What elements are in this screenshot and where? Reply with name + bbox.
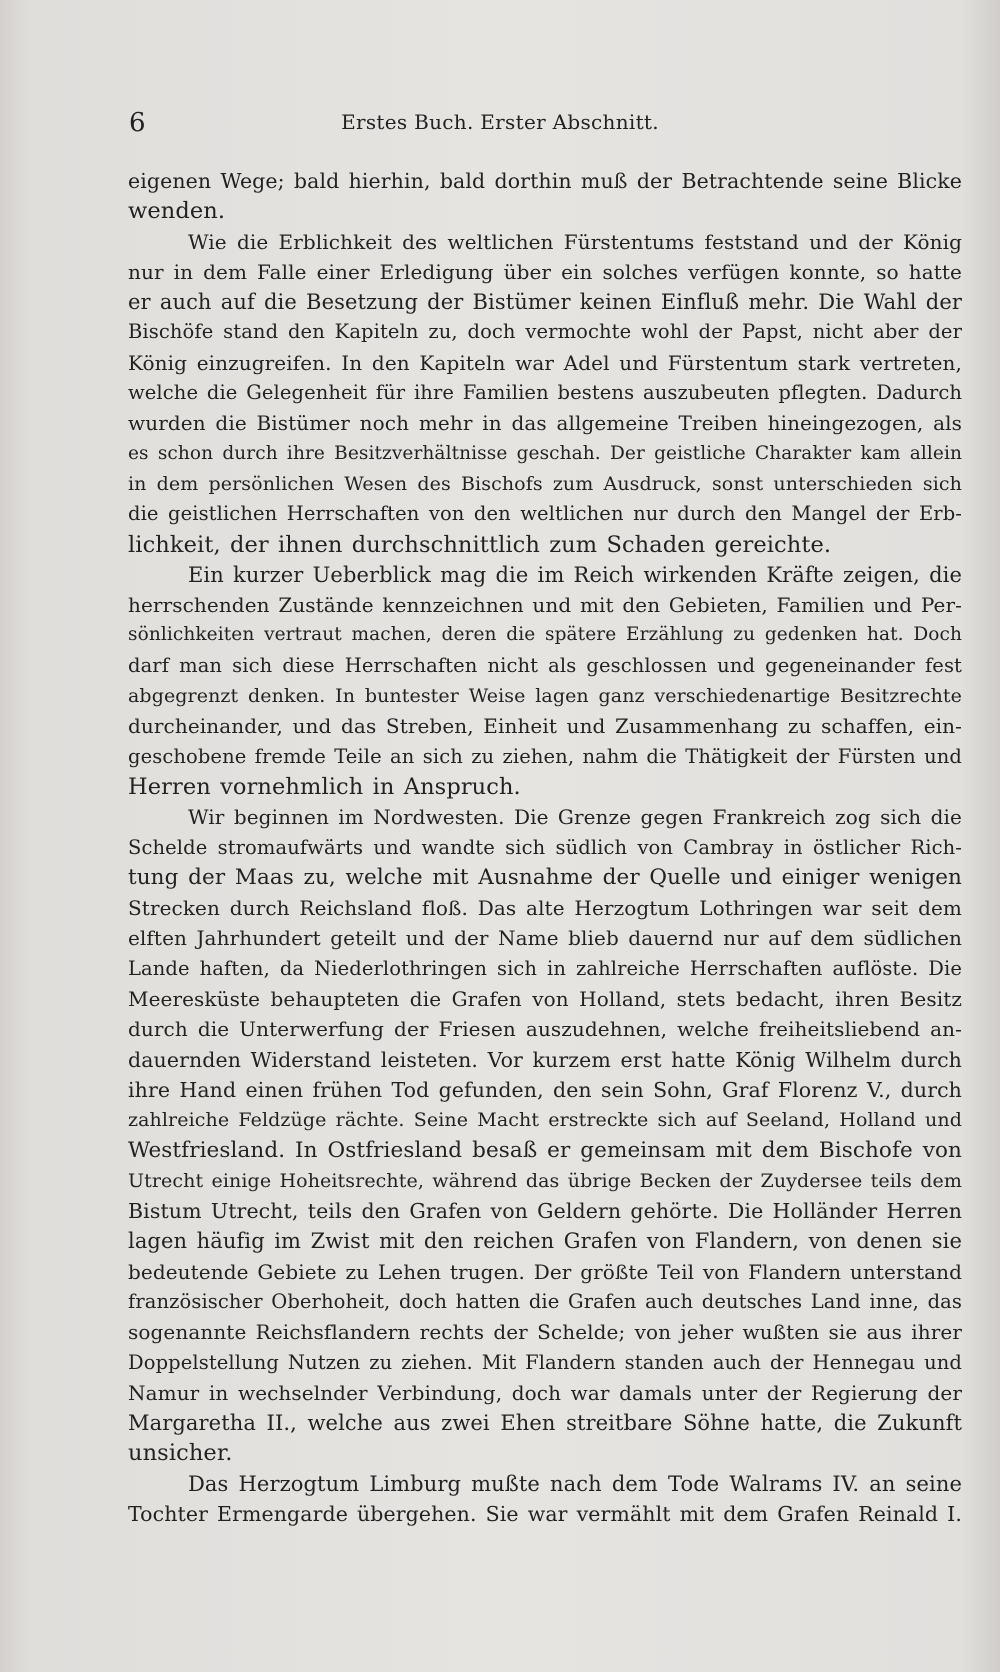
text-line: bedeutende Gebiete zu Lehen trugen. Der größte Teil von Flandern unterstand — [128, 1259, 962, 1284]
text-line: durch die Unterwerfung der Friesen auszudehnen, welche freiheitsliebend an- — [128, 1017, 962, 1042]
text-line: unsicher. — [128, 1440, 233, 1467]
text-line: Margaretha II., welche aus zwei Ehen streitbare Söhne hatte, die Zukunft — [128, 1411, 962, 1436]
running-title: Erstes Buch. Erster Abschnitt. — [341, 110, 659, 134]
body-text — [128, 166, 962, 1529]
text-line: Tochter Ermengarde übergehen. Sie war vermählt mit dem Grafen Reinald I. — [128, 1502, 962, 1527]
text-line: in dem persönlichen Wesen des Bischofs zum Ausdruck, sonst unterschieden sich — [128, 472, 962, 495]
text-line: wurden die Bistümer noch mehr in das allgemeine Treiben hineingezogen, als — [128, 411, 962, 436]
text-line: durcheinander, und das Streben, Einheit und Zusammenhang zu schaffen, ein- — [128, 714, 962, 739]
text-line: Namur in wechselnder Verbindung, doch war damals unter der Regierung der — [128, 1380, 962, 1405]
text-line: Wir beginnen im Nordwesten. Die Grenze gegen Frankreich zog sich die — [188, 805, 962, 830]
text-line: Meeresküste behaupteten die Grafen von Holland, stets bedacht, ihren Besitz — [128, 987, 962, 1012]
text-line: sogenannte Reichsflandern rechts der Schelde; von jeher wußten sie aus ihrer — [128, 1320, 962, 1345]
text-line: zahlreiche Feldzüge rächte. Seine Macht erstreckte sich auf Seeland, Holland und — [128, 1109, 962, 1132]
text-line: französischer Oberhoheit, doch hatten die Grafen auch deutsches Land inne, das — [128, 1289, 962, 1313]
text-line: Wie die Erblichkeit des weltlichen Fürstentums feststand und der König — [188, 229, 962, 254]
text-line: lichkeit, der ihnen durchschnittlich zum Schaden gereichte. — [128, 531, 832, 558]
text-line: Ein kurzer Ueberblick mag die im Reich wirkenden Kräfte zeigen, die — [188, 562, 962, 587]
page-number: 6 — [129, 108, 146, 138]
text-line: Doppelstellung Nutzen zu ziehen. Mit Flandern standen auch der Hennegau und — [128, 1350, 962, 1374]
text-line: Strecken durch Reichsland floß. Das alte Herzogtum Lothringen war seit dem — [128, 896, 962, 921]
text-line: herrschenden Zustände kennzeichnen und mit den Gebieten, Familien und Per- — [128, 593, 962, 618]
text-line: welche die Gelegenheit für ihre Familien bestens auszubeuten pflegten. Dadurch — [128, 381, 962, 405]
text-line: darf man sich diese Herrschaften nicht als geschlossen und gegeneinander fest — [128, 653, 962, 677]
text-line: tung der Maas zu, welche mit Ausnahme der Quelle und einiger wenigen — [128, 864, 962, 890]
text-line: eigenen Wege; bald hierhin, bald dorthin muß der Betrachtende seine Blicke — [128, 169, 962, 193]
text-line: Schelde stromaufwärts und wandte sich südlich von Cambray in östlicher Rich- — [128, 835, 962, 859]
text-line: nur in dem Falle einer Erledigung über ein solches verfügen konnte, so hatte — [128, 259, 962, 284]
text-line: dauernden Widerstand leisteten. Vor kurzem erst hatte König Wilhelm durch — [128, 1047, 962, 1072]
text-line: er auch auf die Besetzung der Bistümer keinen Einfluß mehr. Die Wahl der — [128, 290, 962, 315]
text-line: elften Jahrhundert geteilt und der Name blieb dauernd nur auf dem südlichen — [128, 926, 962, 951]
text-line: es schon durch ihre Besitzverhältnisse geschah. Der geistliche Charakter kam allein — [128, 442, 962, 464]
text-line: geschobene fremde Teile an sich zu ziehen, nahm die Thätigkeit der Fürsten und — [128, 744, 962, 768]
text-line: Bischöfe stand den Kapiteln zu, doch vermochte wohl der Papst, nicht aber der — [128, 320, 962, 344]
text-line: Westfriesland. In Ostfriesland besaß er gemeinsam mit dem Bischofe von — [128, 1137, 962, 1163]
text-line: abgegrenzt denken. In buntester Weise lagen ganz verschiedenartige Besitzrechte — [128, 685, 962, 708]
text-line: Das Herzogtum Limburg mußte nach dem Tode Walrams IV. an seine — [188, 1471, 962, 1496]
text-line: Lande haften, da Niederlothringen sich in zahlreiche Herrschaften auflöste. Die — [128, 956, 962, 980]
text-line: die geistlichen Herrschaften von den weltlichen nur durch den Mangel der Erb- — [128, 502, 962, 526]
text-line: ihre Hand einen frühen Tod gefunden, den sein Sohn, Graf Florenz V., durch — [128, 1077, 962, 1102]
text-line: Bistum Utrecht, teils den Grafen von Geldern gehörte. Die Holländer Herren — [128, 1199, 962, 1224]
text-line: sönlichkeiten vertraut machen, deren die spätere Erzählung zu gedenken hat. Doch — [128, 624, 962, 646]
text-line: Utrecht einige Hoheitsrechte, während das übrige Becken der Zuydersee teils dem — [128, 1169, 962, 1192]
text-line: Herren vornehmlich in Anspruch. — [128, 773, 521, 800]
text-line: wenden. — [128, 198, 226, 225]
text-line: König einzugreifen. In den Kapiteln war Adel und Fürstentum stark vertreten, — [128, 350, 962, 375]
text-line: lagen häufig im Zwist mit den reichen Grafen von Flandern, von denen sie — [128, 1229, 962, 1254]
